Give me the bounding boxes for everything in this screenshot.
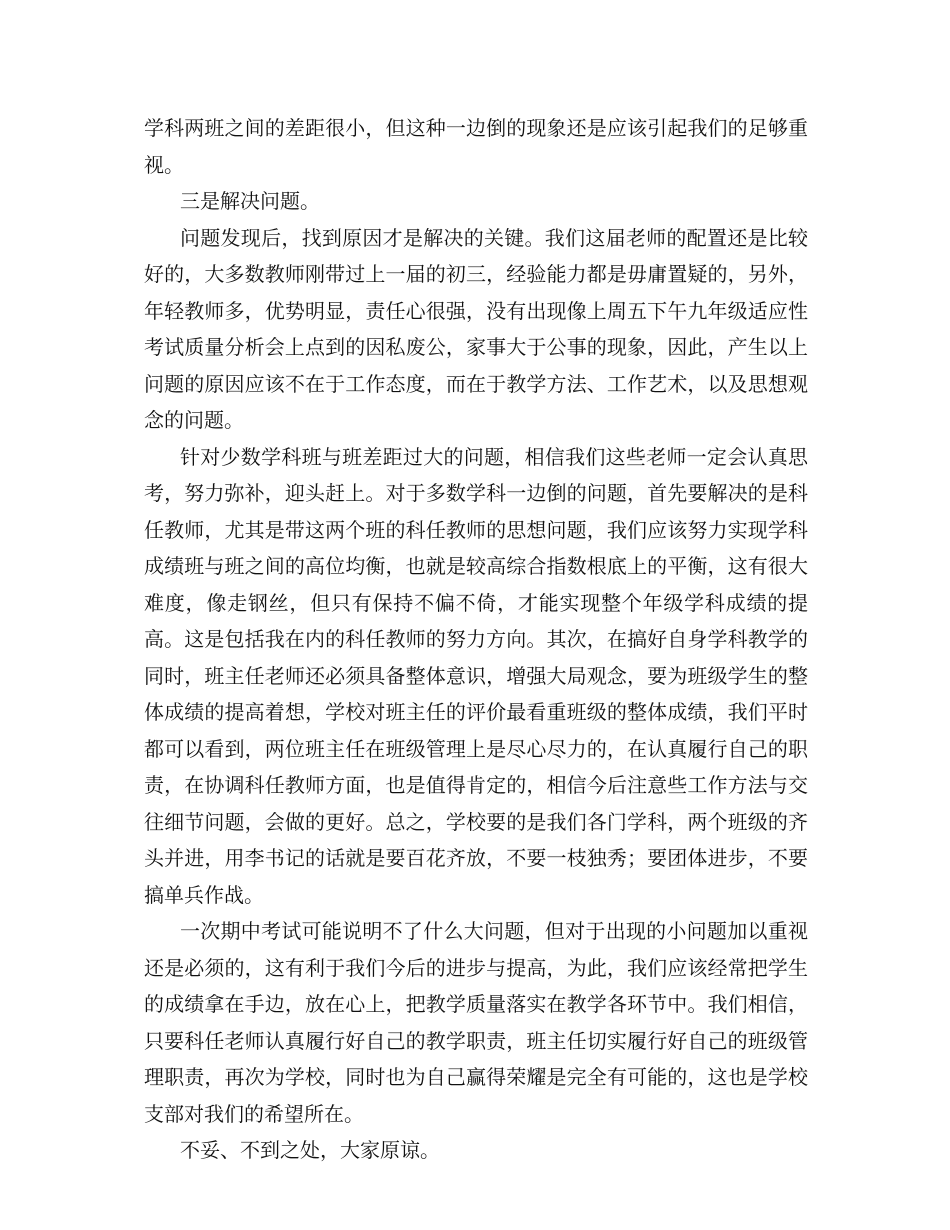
document-body — [144, 110, 808, 1169]
paragraph-causes: 问题发现后，找到原因才是解决的关键。我们这届老师的配置还是比较好的，大多数教师刚带过上一届的初三，经验能力都是毋庸置疑的，另外，年轻教师多，优势明显，责任心很强，没有出现像上周五下午九年级适应性考试质量分析会上点到的因私废公，家事大于公事的现象，因此，产生以上问题的原因应该不在于工作态度，而在于教学方法、工作艺术，以及思想观念的问题。 — [144, 225, 808, 432]
paragraph-heading-solve-problem: 三是解决问题。 — [180, 189, 320, 213]
paragraph-conclusion: 一次期中考试可能说明不了什么大问题，但对于出现的小问题加以重视还是必须的，这有利于我们今后的进步与提高，为此，我们应该经常把学生的成绩拿在手边，放在心上，把教学质量落实在教学各环节中。我们相信，只要科任老师认真履行好自己的教学职责，班主任切实履行好自己的班级管理职责，再次为学校，同时也为自己赢得荣耀是完全有可能的，这也是学校支部对我们的希望所在。 — [144, 919, 808, 1126]
paragraph-continuation: 学科两班之间的差距很小，但这种一边倒的现象还是应该引起我们的足够重视。 — [144, 116, 808, 177]
paragraph-closing: 不妥、不到之处，大家原谅。 — [180, 1138, 440, 1162]
paragraph-solutions: 针对少数学科班与班差距过大的问题，相信我们这些老师一定会认真思考，努力弥补，迎头赶上。对于多数学科一边倒的问题，首先要解决的是科任教师，尤其是带这两个班的科任教师的思想问题，我们应该努力实现学科成绩班与班之间的高位均衡，也就是较高综合指数根底上的平衡，这有很大难度，像走钢丝，但只有保持不偏不倚，才能实现整个年级学科成绩的提高。这是包括我在内的科任教师的努力方向。其次，在搞好自身学科教学的同时，班主任老师还必须具备整体意识，增强大局观念，要为班级学生的整体成绩的提高着想，学校对班主任的评价最看重班级的整体成绩，我们平时都可以看到，两位班主任在班级管理上是尽心尽力的，在认真履行自己的职责，在协调科任教师方面，也是值得肯定的，相信今后注意些工作方法与交往细节问题，会做的更好。总之，学校要的是我们各门学科，两个班级的齐头并进，用李书记的话就是要百花齐放，不要一枝独秀；要团体进步，不要搞单兵作战。 — [144, 444, 808, 907]
